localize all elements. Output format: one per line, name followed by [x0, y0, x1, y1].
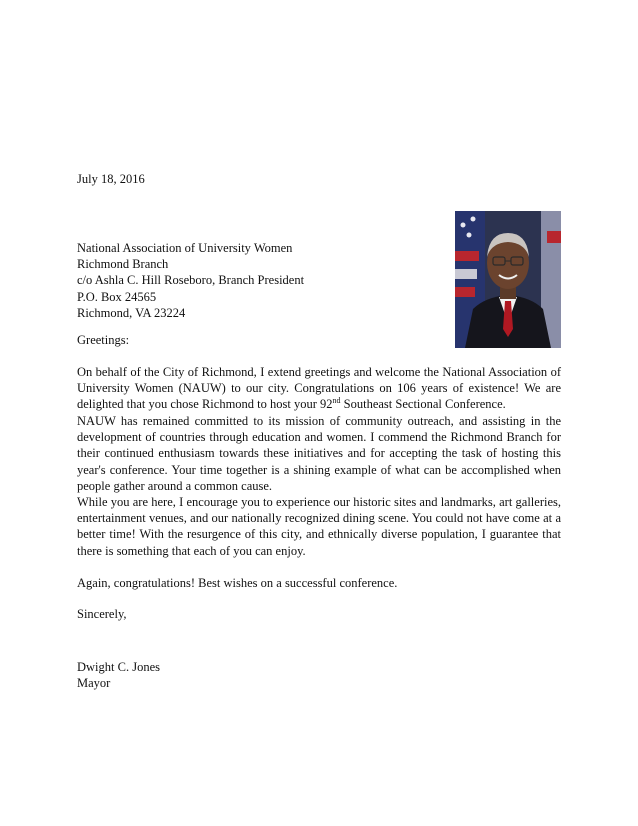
paragraph-welcome — [77, 364, 561, 413]
address-line-organization: National Association of University Women — [77, 241, 293, 255]
ordinal-suffix: nd — [332, 396, 341, 406]
portrait-illustration — [455, 211, 561, 348]
signer-name: Dwight C. Jones — [77, 660, 160, 674]
paragraph-mission: NAUW has remained committed to its mission of community outreach, and assisting in the development of countries through education and women. I commend the Richmond Branch for their continued enthusiasm towards these initiatives and for accepting the task of hosting this year's conference. Your time together is a shining example of what can be accomplished when people gather around a common cause. — [77, 414, 561, 493]
address-line-city: Richmond, VA 23224 — [77, 305, 186, 320]
recipient-address — [77, 240, 304, 321]
paragraph-congratulations: Again, congratulations! Best wishes on a successful conference. — [77, 576, 398, 590]
letter-greeting: Greetings: — [77, 333, 130, 347]
paragraph-attractions: While you are here, I encourage you to experience our historic sites and landmarks, art galleries, entertainment venues, and our nationally recognized dining scene. You could not have come at a better time! With the resurgence of this city, and ethnically diverse population, I guarantee that there is something that each of you can enjoy. — [77, 495, 561, 558]
paragraph-welcome-text-end: Southeast Sectional Conference. — [340, 397, 506, 412]
address-line-po-box: P.O. Box 24565 — [77, 289, 157, 304]
letter-closing: Sincerely, — [77, 607, 127, 621]
signer-title: Mayor — [77, 676, 111, 691]
paragraph-welcome-text: On behalf of the City of Richmond, I extend greetings and welcome the National Association of University Women (NAUW) to our city. Congratulations on 106 years of existence! We are delighted that you chose Richmond to host your 92 — [77, 365, 561, 412]
signature-block — [77, 659, 160, 691]
letter-date: July 18, 2016 — [77, 172, 145, 186]
mayor-portrait-photo — [455, 211, 561, 348]
address-line-branch: Richmond Branch — [77, 257, 169, 272]
address-line-attention: c/o Ashla C. Hill Roseboro, Branch President — [77, 273, 305, 288]
